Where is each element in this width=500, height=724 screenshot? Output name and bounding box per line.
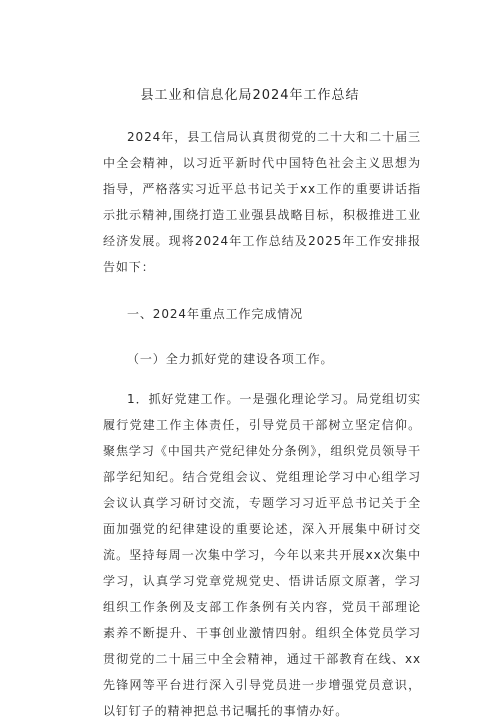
section-heading: 一、2024年重点工作完成情况: [127, 307, 304, 321]
body-paragraph: 1．抓好党建工作。一是强化理论学习。局党组切实履行党建工作主体责任，引导党员干部树立坚定信仰。聚焦学习《中国共产党纪律处分条例》，组织党员领导干部学纪知纪。结合党组会议、党组理论学习中心组学习会议认真学习研讨交流，专题学习习近平总书记关于全面加强党的纪律建设的重要论述，深入开展集中研讨交流。坚持每周一次集中学习，今年以来共开展xx次集中学习，认真学习党章党规党史、悟讲话原文原著，学习组织工作条例及支部工作条例有关内容，党员干部理论素养不断提升、干事创业激情四射。组织全体党员学习贯彻党的二十届三中全会精神，通过干部教育在线、xx先锋网等平台进行深入引导党员进一步增强党员意识，以钉钉子的精神把总书记嘱托的事情办好。: [103, 392, 421, 718]
subsection-heading: （一）全力抓好党的建设各项工作。: [127, 352, 334, 366]
document-title: 县工业和信息化局2024年工作总结: [140, 88, 360, 103]
intro-paragraph: 2024年，县工信局认真贯彻党的二十大和二十届三中全会精神，以习近平新时代中国特色社会主义思想为指导，严格落实习近平总书记关于xx工作的重要讲话指示批示精神,围绕打造工业强县战略目标，积极推进工业经济发展。现将2024年工作总结及2025年工作安排报告如下：: [103, 130, 421, 274]
